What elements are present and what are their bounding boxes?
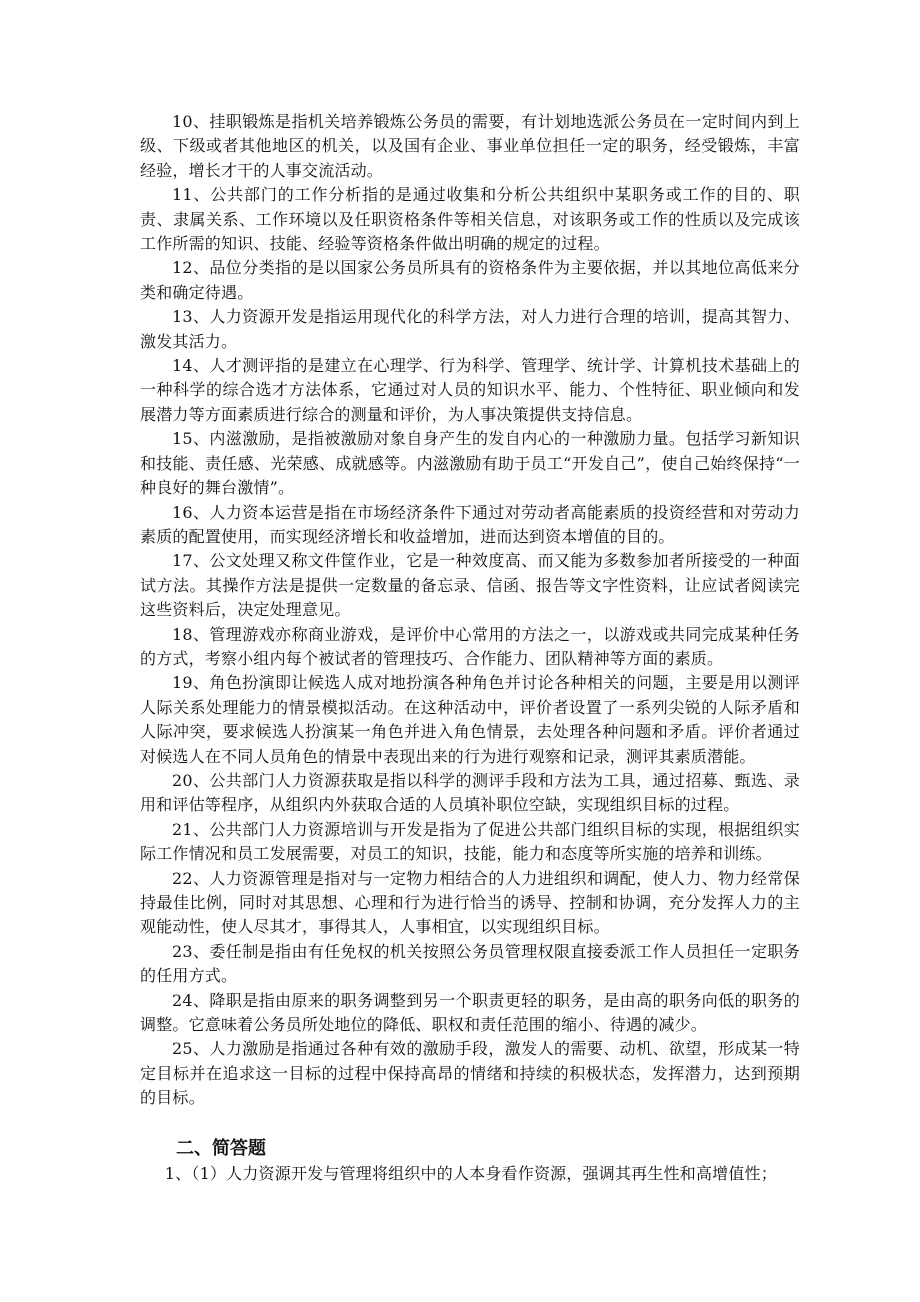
definition-17: 17、公文处理又称文件筐作业，它是一种效度高、而又能为多数参加者所接受的一种面试方法。其操作方法是提供一定数量的备忘录、信函、报告等文字性资料，让应试者阅读完这些资料后，决定处理意见。 xyxy=(140,551,800,620)
definition-20: 20、公共部门人力资源获取是指以科学的测评手段和方法为工具，通过招募、甄选、录用和评估等程序，从组织内外获取合适的人员填补职位空缺，实现组织目标的过程。 xyxy=(140,770,800,815)
definition-24: 24、降职是指由原来的职务调整到另一个职责更轻的职务，是由高的职务向低的职务的调整。它意味着公务员所处地位的降低、职权和责任范围的缩小、待遇的减少。 xyxy=(140,990,800,1035)
answer-1: 1、（1）人力资源开发与管理将组织中的人本身看作资源，强调其再生性和高增值性； xyxy=(164,1163,777,1183)
definition-13: 13、人力资源开发是指运用现代化的科学方法，对人力进行合理的培训，提高其智力、激发其活力。 xyxy=(140,307,800,351)
definition-11: 11、公共部门的工作分析指的是通过收集和分析公共组织中某职务或工作的目的、职责、隶属关系、工作环境以及任职资格条件等相关信息，对该职务或工作的性质以及完成该工作所需的知识、技能、经验等资格条件做出明确的规定的过程。 xyxy=(140,185,800,254)
definition-18: 18、管理游戏亦称商业游戏，是评价中心常用的方法之一，以游戏或共同完成某种任务的方式，考察小组内每个被试者的管理技巧、合作能力、团队精神等方面的素质。 xyxy=(140,624,800,668)
definition-21: 21、公共部门人力资源培训与开发是指为了促进公共部门组织目标的实现，根据组织实际工作情况和员工发展需要，对员工的知识，技能，能力和态度等所实施的培养和训练。 xyxy=(140,819,800,864)
definition-23: 23、委任制是指由有任免权的机关按照公务员管理权限直接委派工作人员担任一定职务的任用方式。 xyxy=(140,941,800,986)
section-heading: 二、简答题 xyxy=(176,1137,266,1159)
definition-12: 12、品位分类指的是以国家公务员所具有的资格条件为主要依据，并以其地位高低来分类和确定待遇。 xyxy=(140,258,800,302)
definition-16: 16、人力资本运营是指在市场经济条件下通过对劳动者高能素质的投资经营和对劳动力素质的配置使用，而实现经济增长和收益增加，进而达到资本增值的目的。 xyxy=(140,502,800,546)
definition-10: 10、挂职锻炼是指机关培养锻炼公务员的需要，有计划地选派公务员在一定时间内到上级、下级或者其他地区的机关，以及国有企业、事业单位担任一定的职务，经受锻炼，丰富经验，增长才干的人事交流活动。 xyxy=(140,112,800,180)
definition-25: 25、人力激励是指通过各种有效的激励手段，激发人的需要、动机、欲望，形成某一特定目标并在追求这一目标的过程中保持高昂的情绪和持续的积极状态，发挥潜力，达到预期的目标。 xyxy=(140,1039,800,1108)
definition-22: 22、人力资源管理是指对与一定物力相结合的人力进组织和调配，使人力、物力经常保持最佳比例，同时对其思想、心理和行为进行恰当的诱导、控制和协调，充分发挥人力的主观能动性，使人尽其才，事得其人，人事相宜，以实现组织目标。 xyxy=(140,868,800,937)
definition-15: 15、内滋激励，是指被激励对象自身产生的发自内心的一种激励力量。包括学习新知识和技能、责任感、光荣感、成就感等。内滋激励有助于员工“开发自己”，使自己始终保持“一种良好的舞台激情”。 xyxy=(140,429,800,498)
definition-19: 19、角色扮演即让候选人成对地扮演各种角色并讨论各种相关的问题，主要是用以测评人际关系处理能力的情景模拟活动。在这种活动中，评价者设置了一系列尖锐的人际矛盾和人际冲突，要求候选人扮演某一角色并进入角色情景，去处理各种问题和矛盾。评价者通过对候选人在不同人员角色的情景中表现出来的行为进行观察和记录，测评其素质潜能。 xyxy=(140,673,800,766)
definition-14: 14、人才测评指的是建立在心理学、行为科学、管理学、统计学、计算机技术基础上的一种科学的综合选才方法体系，它通过对人员的知识水平、能力、个性特征、职业倾向和发展潜力等方面素质进行综合的测量和评价，为人事决策提供支持信息。 xyxy=(140,356,800,424)
definition-list xyxy=(140,110,800,1111)
